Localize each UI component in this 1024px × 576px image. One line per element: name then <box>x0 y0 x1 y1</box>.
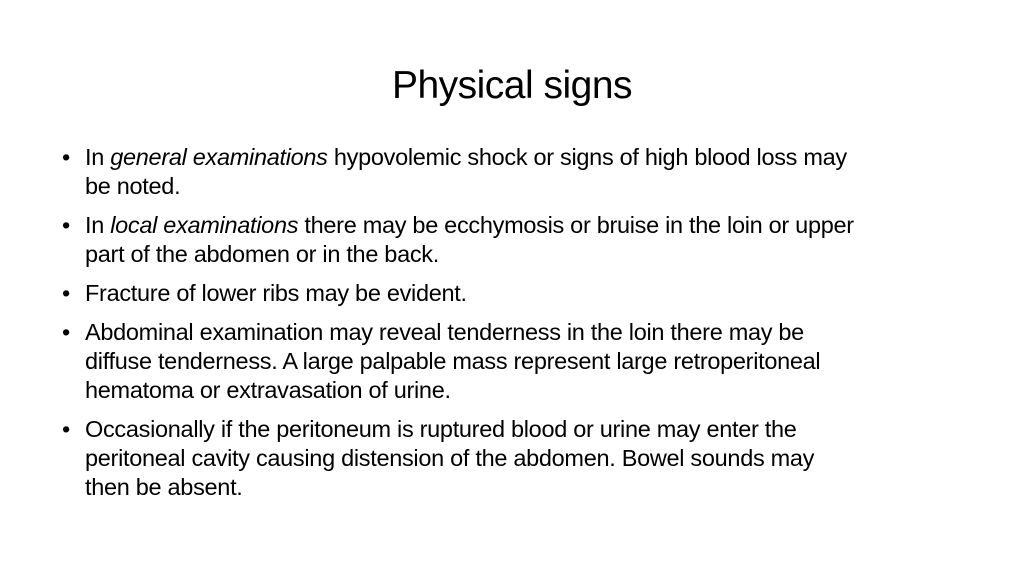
bullet-list <box>62 143 862 512</box>
bullet-prefix: Abdominal examination may reveal tenderness in the loin there may be diffuse tenderness. A large palpable mass represent large retroperitoneal hematoma or extravasation of urine. <box>85 319 821 403</box>
bullet-prefix: In <box>85 212 111 238</box>
bullet-marker: • <box>62 212 70 238</box>
bullet-prefix: In <box>85 144 111 170</box>
bullet-item <box>62 143 862 201</box>
bullet-marker: • <box>62 319 70 345</box>
bullet-marker: • <box>62 416 70 442</box>
bullet-marker: • <box>62 280 70 306</box>
bullet-marker: • <box>62 144 70 170</box>
bullet-item <box>62 279 862 308</box>
slide-title: Physical signs <box>391 64 633 107</box>
bullet-emphasis: general examinations <box>110 144 328 170</box>
bullet-text: hypovolemic shock or signs of high blood loss may be noted. <box>85 144 847 199</box>
bullet-text: there may be ecchymosis or bruise in the loin or upper part of the abdomen or in the back. <box>85 212 854 267</box>
bullet-prefix: Fracture of lower ribs may be evident. <box>85 280 467 306</box>
bullet-item <box>62 211 862 269</box>
bullet-item <box>62 318 862 405</box>
bullet-emphasis: local examinations <box>110 212 299 238</box>
bullet-item <box>62 415 862 502</box>
bullet-prefix: Occasionally if the peritoneum is ruptured blood or urine may enter the peritoneal cavity causing distension of the abdomen. Bowel sounds may then be absent. <box>85 416 815 500</box>
